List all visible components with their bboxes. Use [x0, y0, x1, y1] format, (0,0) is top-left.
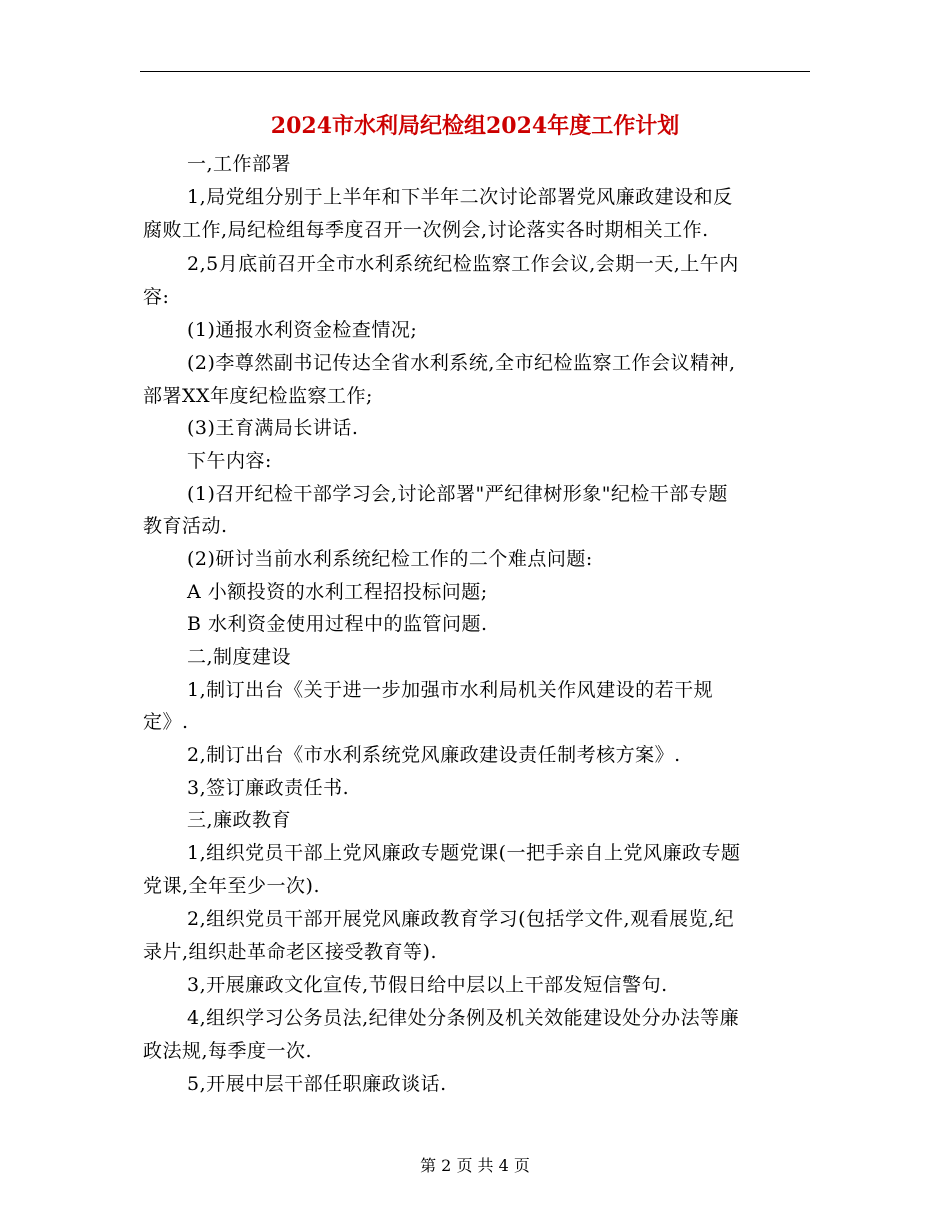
paragraph-line: 容: [143, 286, 170, 308]
paragraph-line: 3,签订廉政责任书. [187, 777, 350, 799]
paragraph-line: 党课,全年至少一次). [143, 875, 320, 897]
section-heading-deployment: 一,工作部署 [187, 153, 292, 175]
paragraph-line: 1,组织党员干部上党风廉政专题党课(一把手亲自上党风廉政专题 [187, 842, 741, 864]
paragraph-line: 教育活动. [143, 515, 228, 537]
section-heading-education: 三,廉政教育 [187, 809, 292, 831]
paragraph-line: (3)王育满局长讲话. [187, 417, 359, 439]
paragraph-line: A 小额投资的水利工程招投标问题; [187, 581, 488, 603]
paragraph-line: 下午内容: [187, 450, 272, 472]
paragraph-line: 2,组织党员干部开展党风廉政教育学习(包括学文件,观看展览,纪 [187, 908, 735, 930]
paragraph-line: 2,5月底前召开全市水利系统纪检监察工作会议,会期一天,上午内 [187, 253, 739, 275]
document-title: 2024市水利局纪检组2024年度工作计划 [270, 113, 680, 139]
paragraph-line: 2,制订出台《市水利系统党风廉政建设责任制考核方案》. [187, 744, 681, 766]
paragraph-line: 政法规,每季度一次. [143, 1040, 313, 1062]
paragraph-line: (2)李尊然副书记传达全省水利系统,全市纪检监察工作会议精神, [187, 352, 736, 374]
paragraph-line: (1)通报水利资金检查情况; [187, 319, 418, 341]
paragraph-line: 5,开展中层干部任职廉政谈话. [187, 1073, 447, 1095]
paragraph-line: 录片,组织赴革命老区接受教育等). [143, 941, 437, 963]
paragraph-line: 1,局党组分别于上半年和下半年二次讨论部署党风廉政建设和反 [187, 186, 733, 208]
paragraph-line: B 水利资金使用过程中的监管问题. [187, 613, 488, 635]
paragraph-line: 部署XX年度纪检监察工作; [143, 385, 373, 407]
paragraph-line: 3,开展廉政文化宣传,节假日给中层以上干部发短信警句. [187, 974, 668, 996]
header-rule [140, 71, 810, 72]
page-number: 第 2 页 共 4 页 [420, 1156, 530, 1175]
paragraph-line: 定》. [143, 711, 189, 733]
paragraph-line: (1)召开纪检干部学习会,讨论部署"严纪律树形象"纪检干部专题 [187, 483, 728, 505]
paragraph-line: 4,组织学习公务员法,纪律处分条例及机关效能建设处分办法等廉 [187, 1007, 740, 1029]
paragraph-line: 1,制订出台《关于进一步加强市水利局机关作风建设的若干规 [187, 679, 714, 701]
section-heading-system: 二,制度建设 [187, 646, 292, 668]
paragraph-line: 腐败工作,局纪检组每季度召开一次例会,讨论落实各时期相关工作. [143, 219, 709, 241]
paragraph-line: (2)研讨当前水利系统纪检工作的二个难点问题: [187, 548, 593, 570]
